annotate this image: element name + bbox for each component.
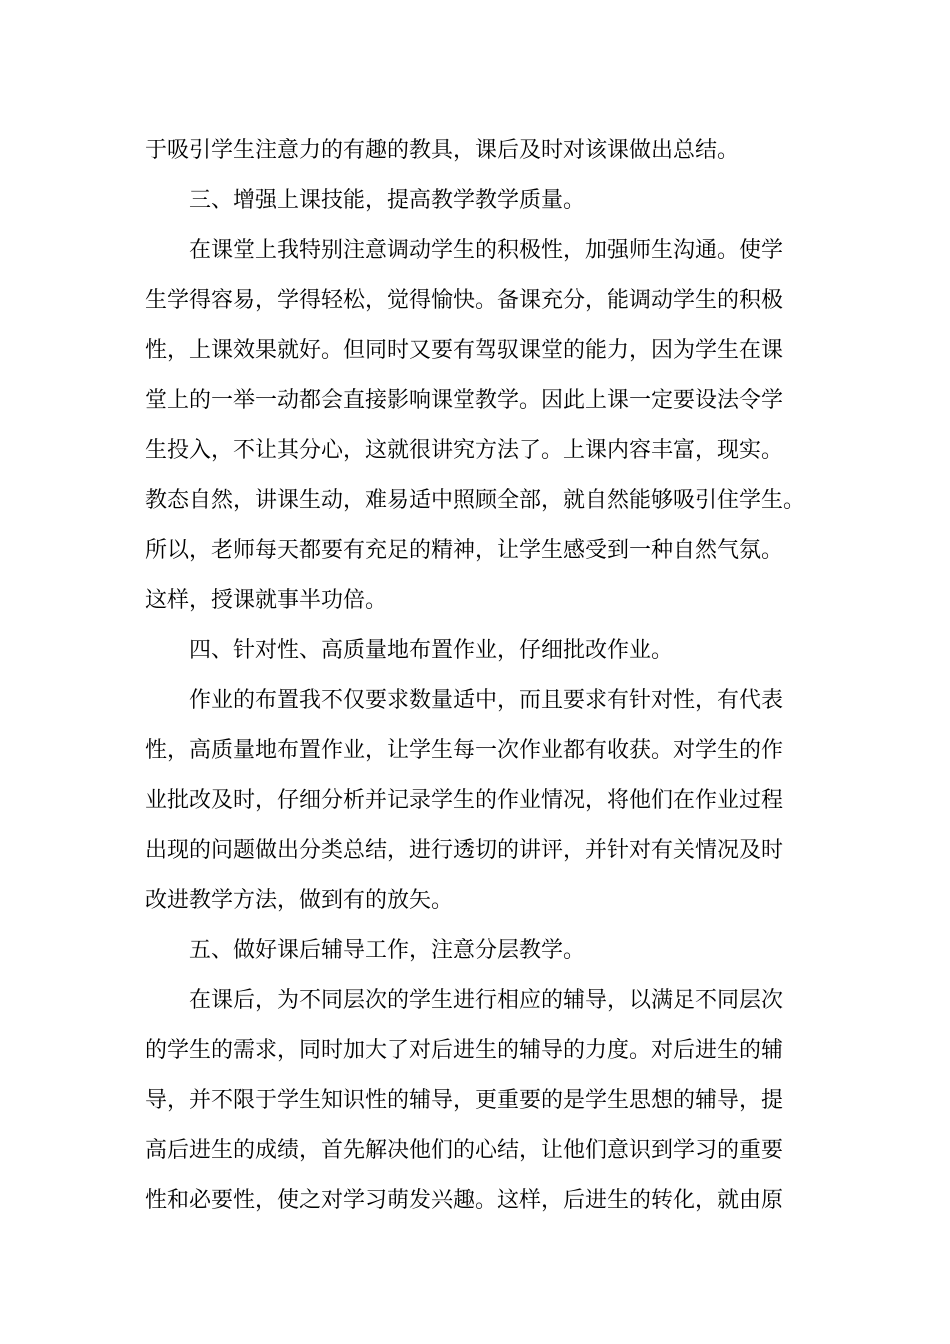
text-line: 生学得容易，学得轻松，觉得愉快。备课充分，能调动学生的积极 <box>145 288 784 313</box>
text-line: 于吸引学生注意力的有趣的教具，课后及时对该课做出总结。 <box>145 138 740 163</box>
document-body <box>145 126 825 1226</box>
text-line: 这样，授课就事半功倍。 <box>145 588 388 613</box>
text-line: 性和必要性，使之对学习萌发兴趣。这样，后进生的转化，就由原 <box>145 1188 784 1213</box>
text-line: 堂上的一举一动都会直接影响课堂教学。因此上课一定要设法令学 <box>145 388 784 413</box>
text-line: 性，高质量地布置作业，让学生每一次作业都有收获。对学生的作 <box>145 738 784 763</box>
text-line: 所以，老师每天都要有充足的精神，让学生感受到一种自然气氛。 <box>145 538 784 563</box>
text-line: 的学生的需求，同时加大了对后进生的辅导的力度。对后进生的辅 <box>145 1038 784 1063</box>
section-heading-5: 五、做好课后辅导工作，注意分层教学。 <box>189 938 586 963</box>
text-line: 教态自然，讲课生动，难易适中照顾全部，就自然能够吸引住学生。 <box>145 488 806 513</box>
section-heading-3: 三、增强上课技能，提高教学教学质量。 <box>189 188 586 213</box>
text-line: 高后进生的成绩，首先解决他们的心结，让他们意识到学习的重要 <box>145 1138 784 1163</box>
text-line: 业批改及时，仔细分析并记录学生的作业情况，将他们在作业过程 <box>145 788 784 813</box>
text-line: 导，并不限于学生知识性的辅导，更重要的是学生思想的辅导，提 <box>145 1088 784 1113</box>
text-line: 改进教学方法，做到有的放矢。 <box>145 888 454 913</box>
text-line: 性，上课效果就好。但同时又要有驾驭课堂的能力，因为学生在课 <box>145 338 784 363</box>
text-line: 出现的问题做出分类总结，进行透切的讲评，并针对有关情况及时 <box>145 838 784 863</box>
text-line: 生投入，不让其分心，这就很讲究方法了。上课内容丰富，现实。 <box>145 438 784 463</box>
section-heading-4: 四、针对性、高质量地布置作业，仔细批改作业。 <box>189 638 674 663</box>
text-line: 在课堂上我特别注意调动学生的积极性，加强师生沟通。使学 <box>189 238 784 263</box>
text-line: 作业的布置我不仅要求数量适中，而且要求有针对性，有代表 <box>189 688 784 713</box>
text-line: 在课后，为不同层次的学生进行相应的辅导，以满足不同层次 <box>189 988 784 1013</box>
